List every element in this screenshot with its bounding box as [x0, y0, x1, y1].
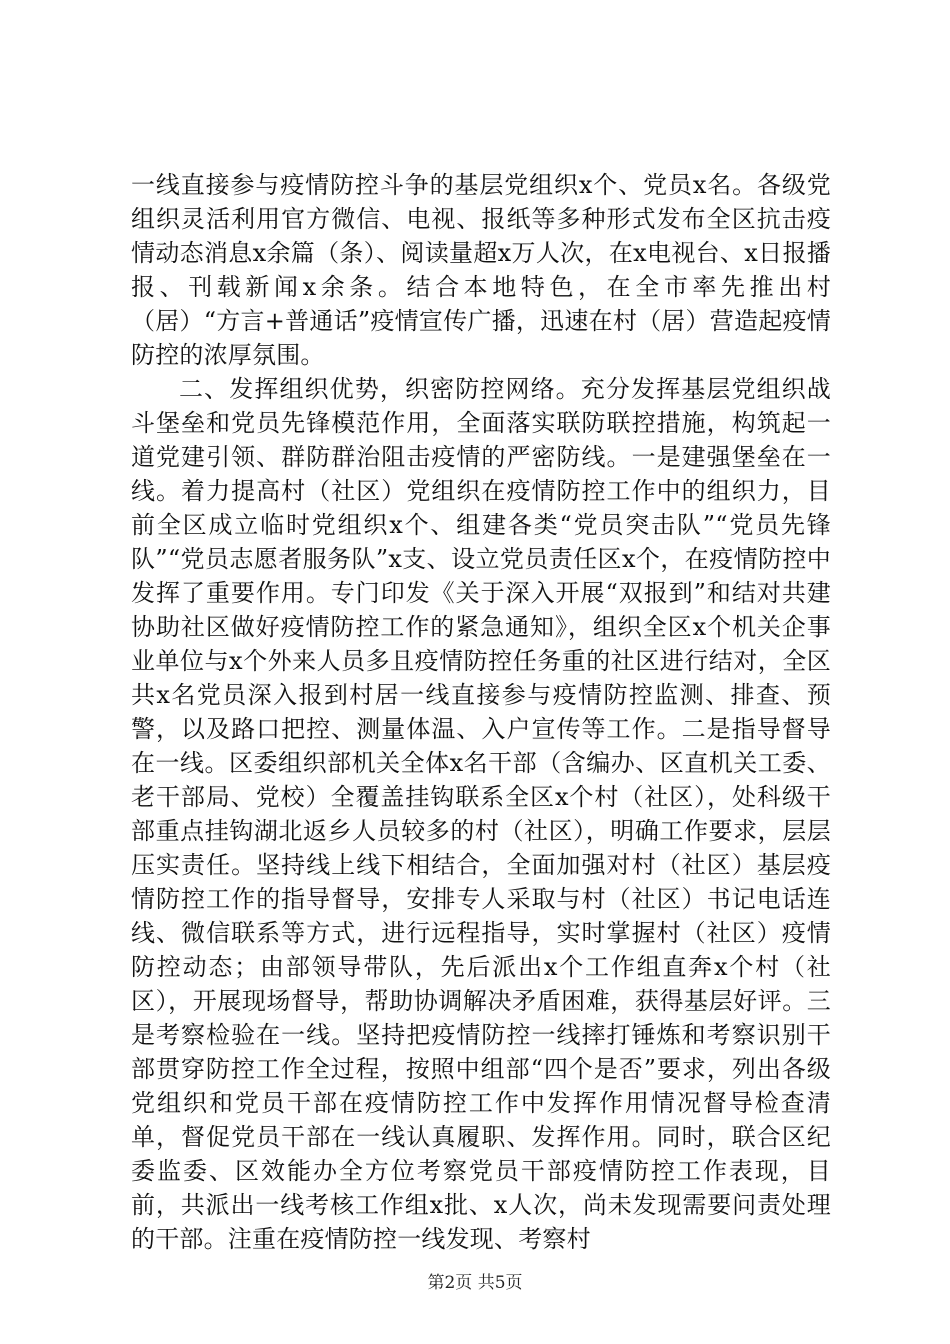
- page-number-footer: 第2页 共5页: [427, 1273, 523, 1293]
- document-body: [131, 168, 831, 1256]
- paragraph-1: 一线直接参与疫情防控斗争的基层党组织x个、党员x名。各级党组织灵活利用官方微信、电视、报纸等多种形式发布全区抗击疫情动态消息x余篇（条）、阅读量超x万人次，在x电视台、x日报播报、刊载新闻x余条。结合本地特色，在全市率先推出村（居）“方言+普通话”疫情宣传广播，迅速在村（居）营造起疫情防控的浓厚氛围。: [131, 171, 831, 369]
- paragraph-2: 二、发挥组织优势，织密防控网络。充分发挥基层党组织战斗堡垒和党员先锋模范作用，全面落实联防联控措施，构筑起一道党建引领、群防群治阻击疫情的严密防线。一是建强堡垒在一线。着力提高村（社区）党组织在疫情防控工作中的组织力，目前全区成立临时党组织x个、组建各类“党员突击队”“党员先锋队”“党员志愿者服务队”x支、设立党员责任区x个，在疫情防控中发挥了重要作用。专门印发《关于深入开展“双报到”和结对共建协助社区做好疫情防控工作的紧急通知》，组织全区x个机关企事业单位与x个外来人员多且疫情防控任务重的社区进行结对，全区共x名党员深入报到村居一线直接参与疫情防控监测、排查、预警，以及路口把控、测量体温、入户宣传等工作。二是指导督导在一线。区委组织部机关全体x名干部（含编办、区直机关工委、老干部局、党校）全覆盖挂钩联系全区x个村（社区），处科级干部重点挂钩湖北返乡人员较多的村（社区），明确工作要求，层层压实责任。坚持线上线下相结合，全面加强对村（社区）基层疫情防控工作的指导督导，安排专人采取与村（社区）书记电话连线、微信联系等方式，进行远程指导，实时掌握村（社区）疫情防控动态；由部领导带队，先后派出x个工作组直奔x个村（社区），开展现场督导，帮助协调解决矛盾困难，获得基层好评。三是考察检验在一线。坚持把疫情防控一线摔打锤炼和考察识别干部贯穿防控工作全过程，按照中组部“四个是否”要求，列出各级党组织和党员干部在疫情防控工作中发挥作用情况督导检查清单，督促党员干部在一线认真履职、发挥作用。同时，联合区纪委监委、区效能办全方位考察党员干部疫情防控工作表现，目前，共派出一线考核工作组x批、x人次，尚未发现需要问责处理的干部。注重在疫情防控一线发现、考察村: [131, 375, 831, 1253]
